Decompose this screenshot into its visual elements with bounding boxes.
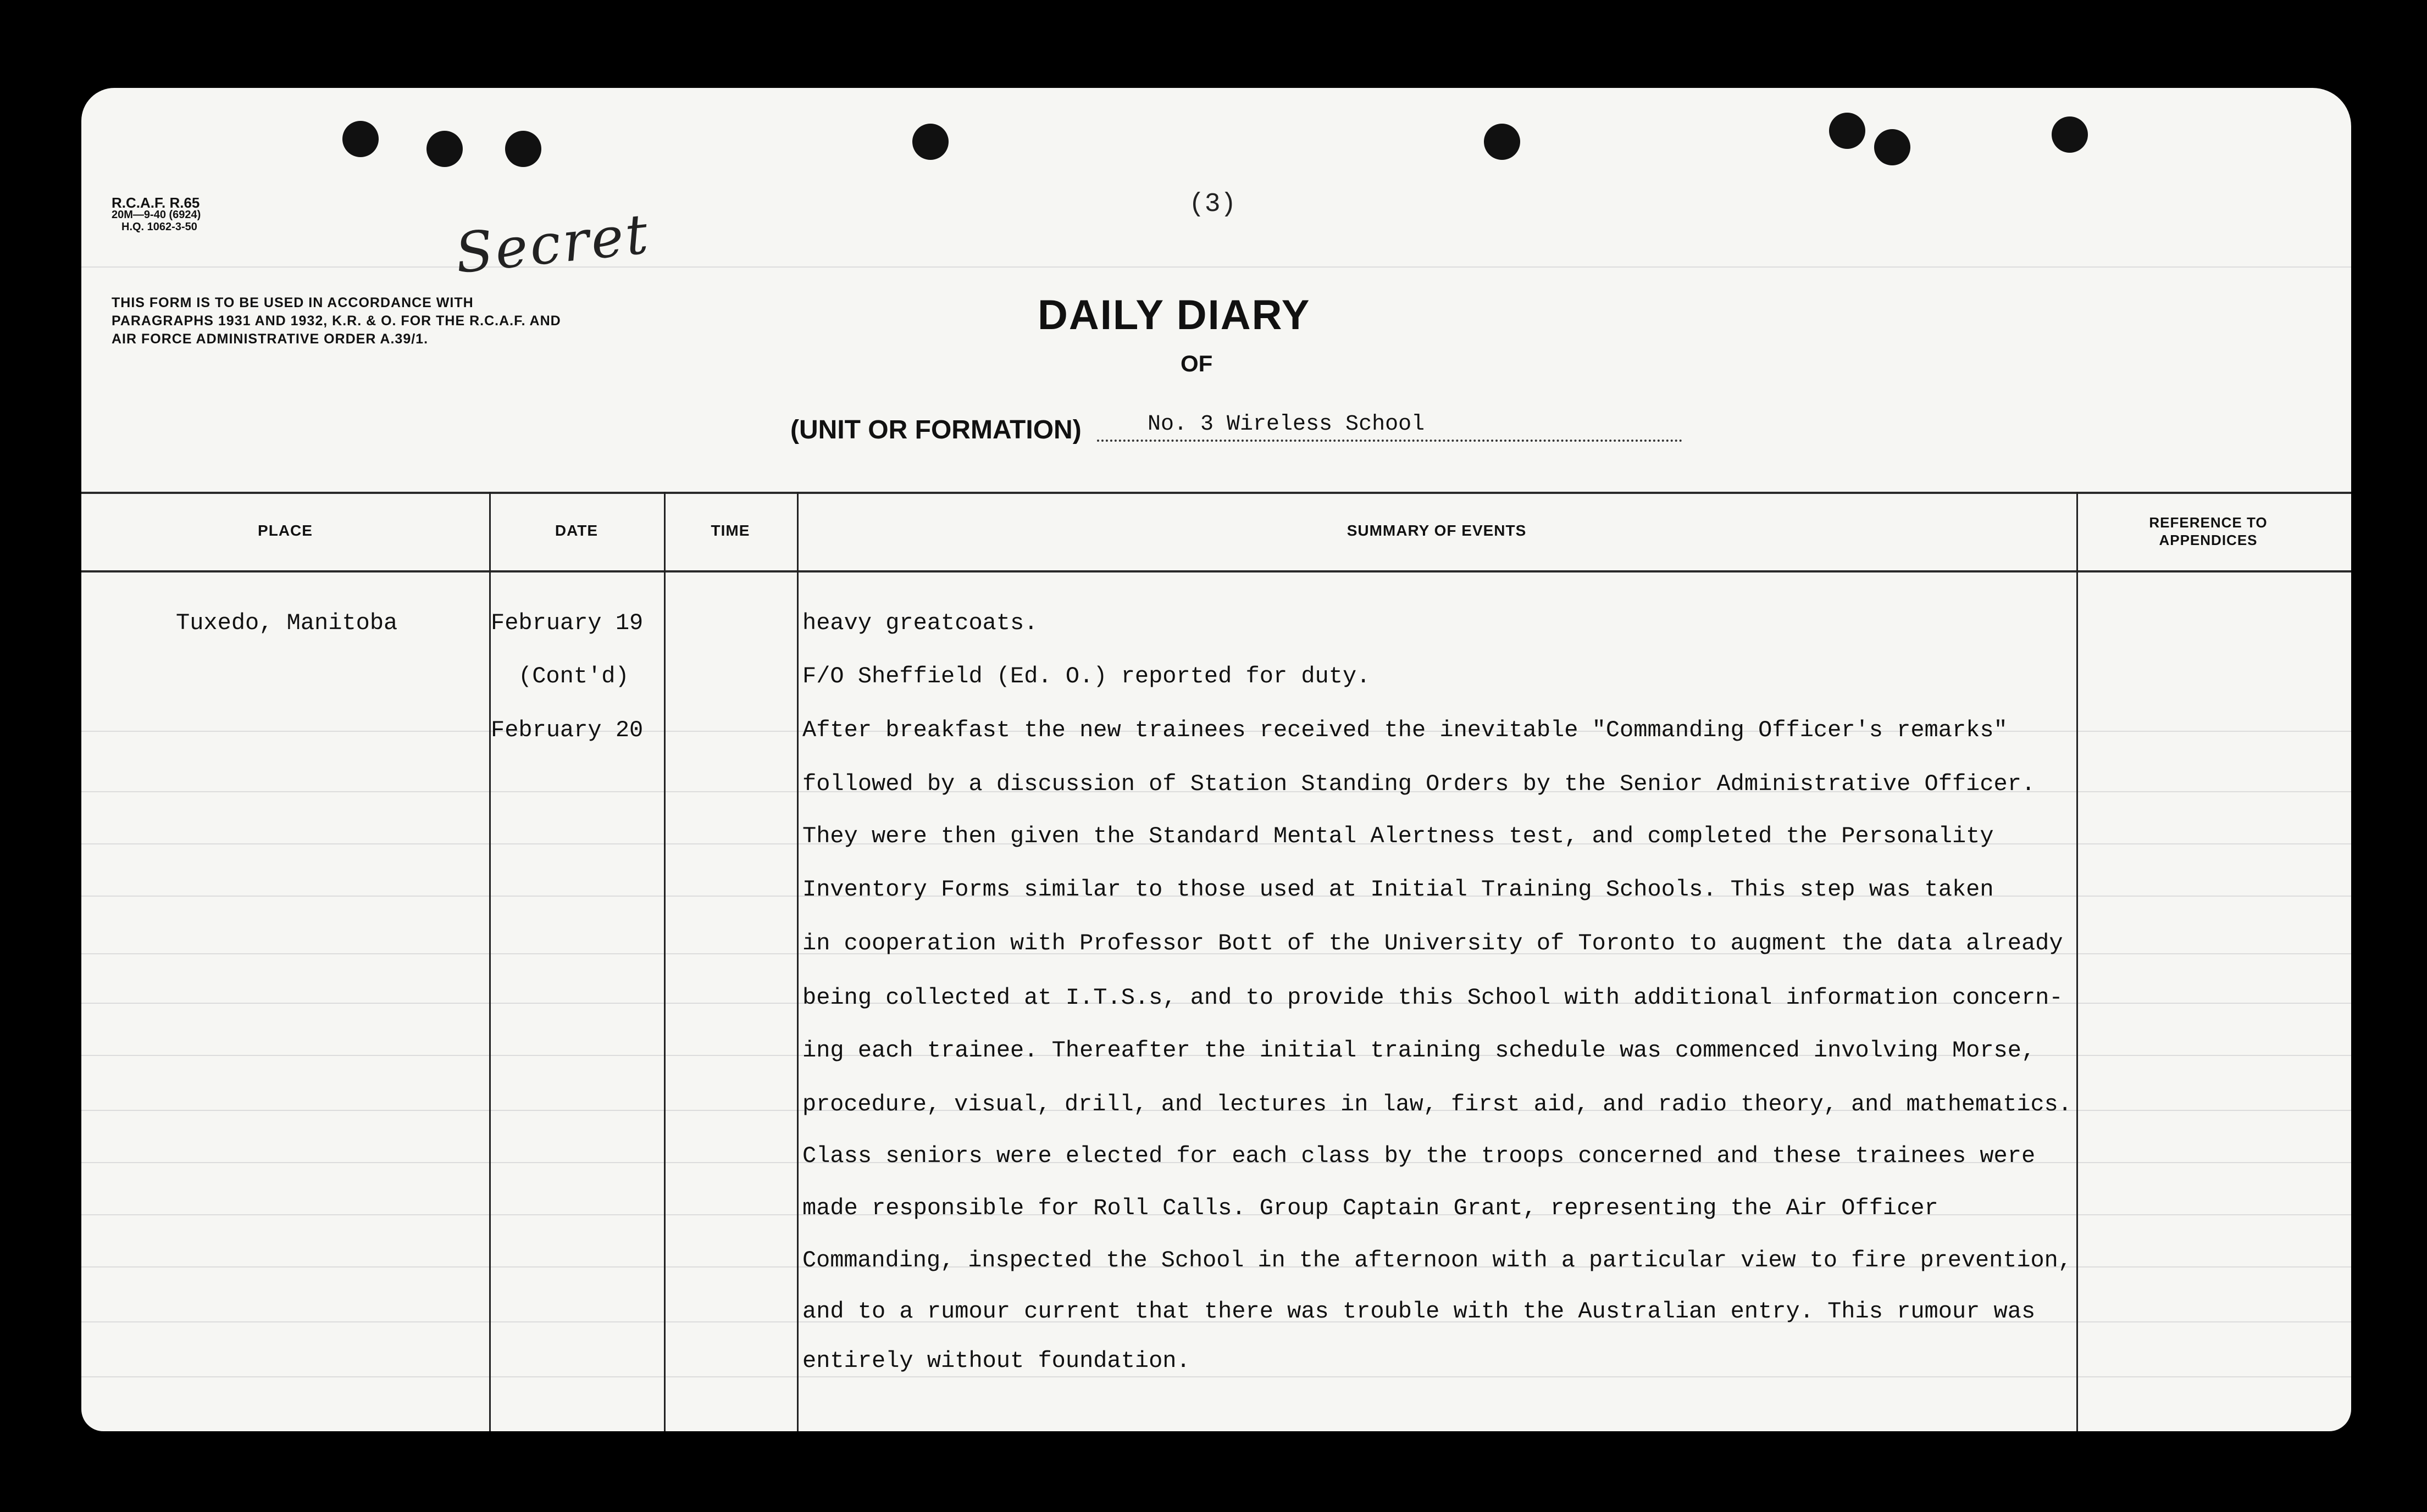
form-code: [112, 194, 201, 233]
summary-line: entirely without foundation.: [802, 1348, 1190, 1374]
summary-line: After breakfast the new trainees received the inevitable "Commanding Officer's remarks": [802, 717, 2008, 743]
punch-hole: [505, 131, 541, 167]
date-cell: February 20: [491, 717, 644, 743]
form-instructions: THIS FORM IS TO BE USED IN ACCORDANCE WITH PARAGRAPHS 1931 AND 1932, K.R. & O. FOR THE R.C.A.F. AND AIR FORCE ADMINISTRATIVE ORDER A.39/1.: [112, 295, 561, 347]
form-code-line: 20M—9-40 (6924): [112, 209, 201, 221]
summary-line: They were then given the Standard Mental Alertness test, and completed the Personality: [802, 823, 1994, 849]
unit-value: No. 3 Wireless School: [1148, 412, 1425, 437]
date-cell: (Cont'd): [518, 663, 629, 690]
header-place: PLACE: [258, 522, 313, 539]
header-time: TIME: [711, 522, 750, 539]
form-code-line: H.Q. 1062-3-50: [121, 221, 197, 233]
summary-line: in cooperation with Professor Bott of the University of Toronto to augment the data already: [802, 930, 2063, 957]
header-reference: REFERENCE TO APPENDICES: [2149, 514, 2268, 548]
summary-line: and to a rumour current that there was trouble with the Australian entry. This rumour was: [802, 1298, 2036, 1325]
punch-hole: [342, 121, 379, 157]
punch-hole: [912, 124, 949, 160]
diary-sheet: [81, 88, 2351, 1431]
punch-hole: [1829, 113, 1865, 149]
date-cell: February 19: [491, 610, 644, 636]
summary-line: heavy greatcoats.: [802, 610, 1038, 636]
punch-hole: [1874, 129, 1910, 165]
unit-underline: [1097, 440, 1682, 442]
summary-line: made responsible for Roll Calls. Group Captain Grant, representing the Air Officer: [802, 1195, 1938, 1221]
title-of: OF: [1181, 351, 1213, 376]
secret-handwritten-mark: Secret: [452, 201, 653, 286]
summary-line: procedure, visual, drill, and lectures in law, first aid, and radio theory, and mathematics.: [802, 1091, 2072, 1118]
page-number: (3): [1189, 190, 1237, 219]
place-cell: Tuxedo, Manitoba: [176, 610, 398, 636]
page-title: DAILY DIARY: [1038, 292, 1311, 338]
summary-line: Inventory Forms similar to those used at Initial Training Schools. This step was taken: [802, 876, 1994, 903]
punch-hole: [2052, 116, 2088, 153]
punch-hole: [1484, 124, 1520, 160]
summary-line: being collected at I.T.S.s, and to provide this School with additional information concern-: [802, 985, 2063, 1011]
punch-hole: [426, 131, 463, 167]
summary-line: followed by a discussion of Station Standing Orders by the Senior Administrative Officer.: [802, 771, 2036, 797]
summary-line: Commanding, inspected the School in the afternoon with a particular view to fire prevention,: [802, 1247, 2072, 1274]
summary-line: F/O Sheffield (Ed. O.) reported for duty.: [802, 663, 1371, 690]
header-summary: SUMMARY OF EVENTS: [1347, 522, 1527, 539]
unit-label: (UNIT OR FORMATION): [790, 415, 1082, 444]
summary-line: ing each trainee. Thereafter the initial training schedule was commenced involving Morse,: [802, 1037, 2036, 1064]
header-date: DATE: [555, 522, 599, 539]
summary-line: Class seniors were elected for each class by the troops concerned and these trainees were: [802, 1143, 2036, 1169]
form-code-line: R.C.A.F. R.65: [112, 194, 200, 211]
